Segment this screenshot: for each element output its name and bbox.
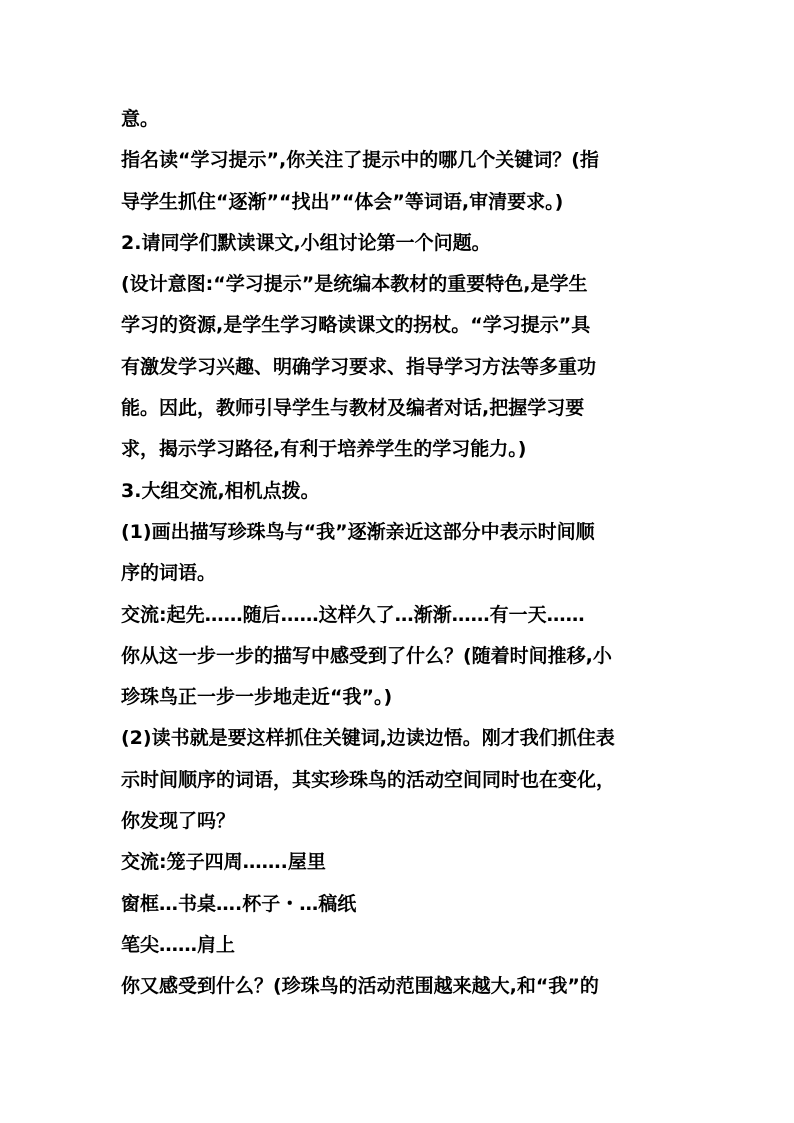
text-line: 指名读“学习提示”,你关注了提示中的哪几个关键词？(指 [121, 149, 599, 172]
document-body [121, 104, 681, 1013]
text-line: 求，揭示学习路径,有利于培养学生的学习能力。) [121, 438, 527, 461]
text-line: 你从这一步一步的描写中感受到了什么？(随着时间推移,小 [121, 644, 612, 667]
text-line: 序的词语。 [121, 562, 217, 585]
text-line: 你发现了吗？ [121, 810, 236, 833]
text-line: 示时间顺序的词语，其实珍珠鸟的活动空间同时也在变化， [121, 768, 616, 791]
text-line: 有激发学习兴趣、明确学习要求、指导学习方法等多重功 [121, 355, 597, 378]
text-line: 珍珠鸟正一步一步地走近“我”。) [121, 686, 393, 709]
text-line: 导学生抓住“逐渐”“找出”“体会”等词语,审清要求。) [121, 190, 564, 213]
text-line: 笔尖……肩上 [121, 933, 236, 956]
text-line: 能。因此，教师引导学生与教材及编者对话,把握学习要 [121, 397, 585, 420]
text-line: 学习的资源,是学生学习略读课文的拐杖。“学习提示”具 [121, 314, 591, 337]
text-line: 交流:笼子四周…….屋里 [121, 851, 326, 874]
text-line: (1)画出描写珍珠鸟与“我”逐渐亲近这部分中表示时间顺 [121, 520, 595, 543]
text-line: 交流:起先……随后……这样久了…渐渐……有一天…… [121, 603, 585, 626]
text-line: 你又感受到什么？(珍珠鸟的活动范围越来越大,和“我”的 [121, 975, 599, 998]
text-line: 2.请同学们默读课文,小组讨论第一个问题。 [121, 231, 491, 254]
text-line: 窗框…书桌….杯子・…稿纸 [121, 892, 357, 915]
text-line: 意。 [121, 108, 160, 130]
text-line: (设计意图:“学习提示”是统编本教材的重要特色,是学生 [121, 273, 588, 296]
text-line: 3.大组交流,相机点拨。 [121, 479, 320, 502]
text-line: (2)读书就是要这样抓住关键词,边读边悟。刚才我们抓住表 [121, 727, 615, 750]
